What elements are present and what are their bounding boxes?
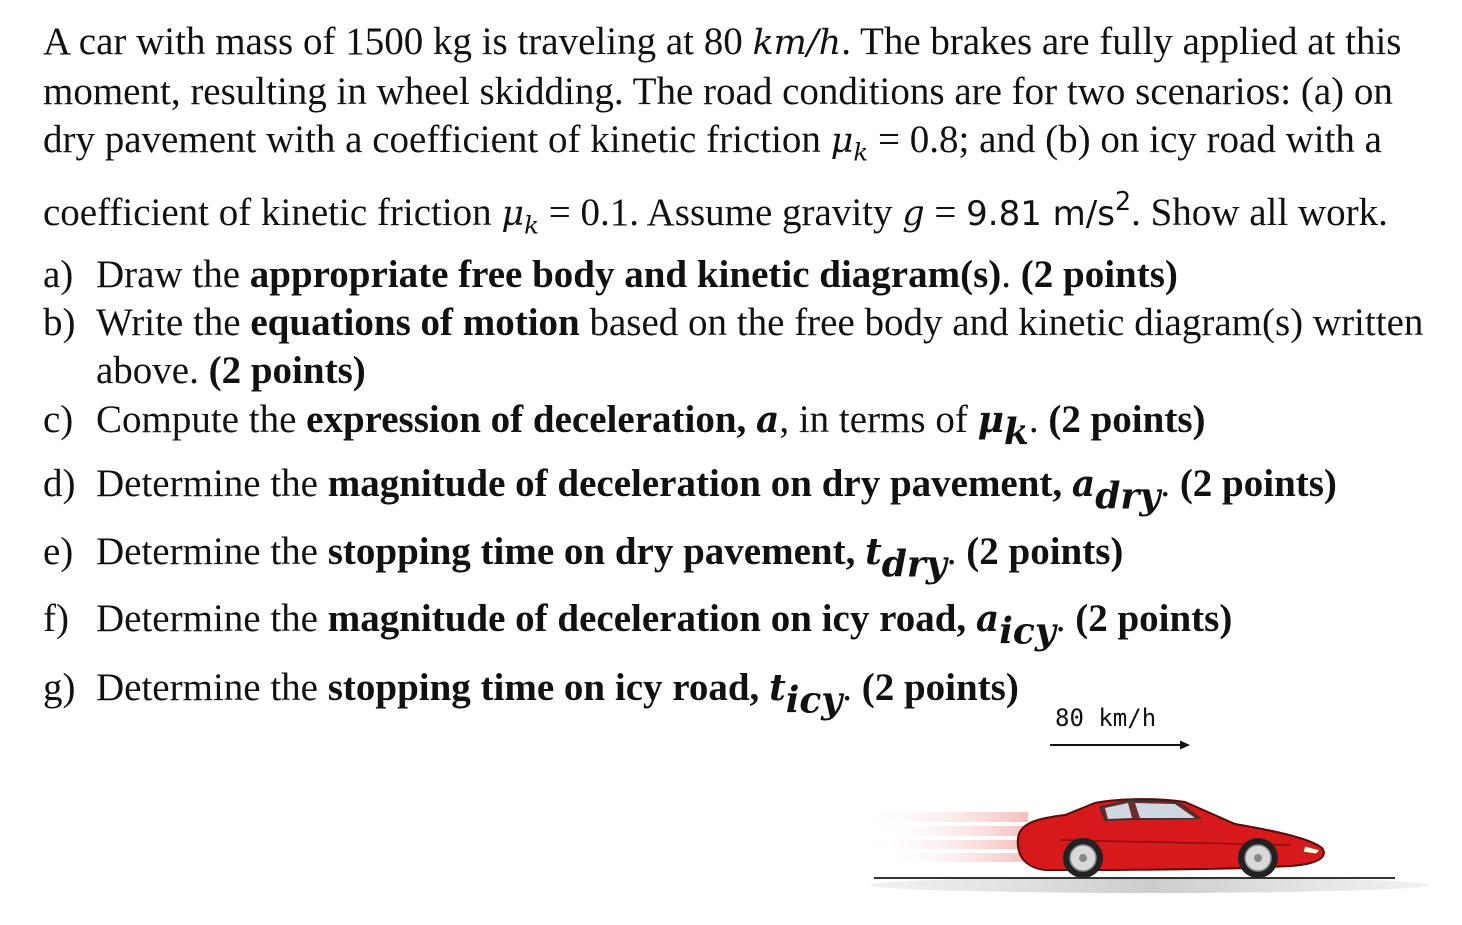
- points: (2 points): [1075, 597, 1233, 641]
- intro-text-3: = 0.8; and (b) on icy road with a coefficient of kinetic friction: [43, 118, 1382, 235]
- road-shadow: [870, 877, 1430, 893]
- question-bold: appropriate free body and kinetic diagram(s): [249, 253, 1002, 297]
- question-label: e): [43, 529, 74, 573]
- question-label: b): [43, 301, 76, 345]
- intro-text-2: . The brakes are fully applied at this moment, resulting in wheel skidding. The road conditions are for two scenarios: (a) on dry pavement with a coefficient of kinetic friction: [43, 20, 1402, 161]
- mu-symbol: μ: [501, 194, 525, 235]
- question-text: Write the: [96, 301, 251, 345]
- speed-unit: km/h: [752, 23, 842, 63]
- question-text: Draw the: [96, 253, 250, 297]
- motion-blur: [858, 812, 1030, 862]
- var-t: t: [769, 666, 786, 709]
- points: (2 points): [1179, 461, 1337, 505]
- question-label: a): [43, 253, 74, 297]
- points: (2 points): [861, 665, 1019, 709]
- question-text: .: [1001, 253, 1021, 297]
- question-label: g): [43, 665, 76, 709]
- question-text: Determine the: [96, 529, 328, 573]
- var-a: a: [975, 598, 1000, 641]
- question-bold: magnitude of deceleration on dry pavement,: [327, 461, 1072, 505]
- var-a: a: [756, 399, 780, 442]
- var-sub: dry: [881, 543, 947, 586]
- question-bold: equations of motion: [250, 301, 580, 345]
- points: (2 points): [966, 529, 1124, 573]
- question-text: Determine the: [96, 597, 328, 641]
- question-bold: stopping time on dry pavement,: [327, 529, 866, 573]
- mu-subscript: k: [524, 210, 540, 240]
- var-sub: dry: [1095, 475, 1161, 518]
- mu-subscript: k: [853, 137, 869, 167]
- points: (2 points): [208, 349, 366, 393]
- question-text: Determine the: [96, 461, 328, 505]
- question-text: .: [1028, 398, 1049, 442]
- points: (2 points): [1048, 398, 1206, 442]
- question-text: , in terms of: [779, 398, 978, 442]
- gravity-value: 9.81 m/s: [966, 194, 1115, 235]
- var-mu: μ: [977, 399, 1004, 442]
- question-text: .: [1055, 597, 1076, 641]
- question-text: based on the free body and kinetic diagram(s) written above.: [96, 301, 1424, 393]
- question-label: c): [43, 398, 74, 442]
- question-text: Compute the: [96, 398, 307, 442]
- question-text: .: [946, 529, 967, 573]
- speed-label: 80 km/h: [1055, 704, 1157, 732]
- var-sub: icy: [785, 679, 843, 722]
- question-label: d): [43, 461, 76, 505]
- gravity-symbol: g: [902, 194, 925, 235]
- intro-text-1: A car with mass of 1500 kg is traveling at 80: [43, 20, 753, 63]
- var-a: a: [1071, 462, 1096, 505]
- question-text: .: [1160, 461, 1180, 505]
- question-bold: expression of deceleration,: [306, 398, 757, 442]
- gravity-exponent: 2: [1114, 186, 1132, 217]
- question-label: f): [43, 597, 69, 641]
- points: (2 points): [1020, 253, 1178, 297]
- var-t: t: [865, 530, 882, 573]
- intro-text-5: =: [924, 191, 967, 235]
- car-icon: [1018, 799, 1324, 878]
- intro-text-6: . Show all work.: [1131, 191, 1388, 235]
- question-text: Determine the: [96, 665, 328, 709]
- intro-text-4: = 0.1. Assume gravity: [539, 191, 903, 235]
- var-mu-sub: k: [1003, 411, 1029, 454]
- mu-symbol: μ: [830, 121, 854, 161]
- question-bold: stopping time on icy road,: [327, 665, 770, 709]
- var-sub: icy: [999, 610, 1056, 653]
- question-bold: magnitude of deceleration on icy road,: [327, 597, 976, 641]
- question-text: .: [842, 665, 862, 709]
- velocity-arrow-icon: [1050, 741, 1190, 750]
